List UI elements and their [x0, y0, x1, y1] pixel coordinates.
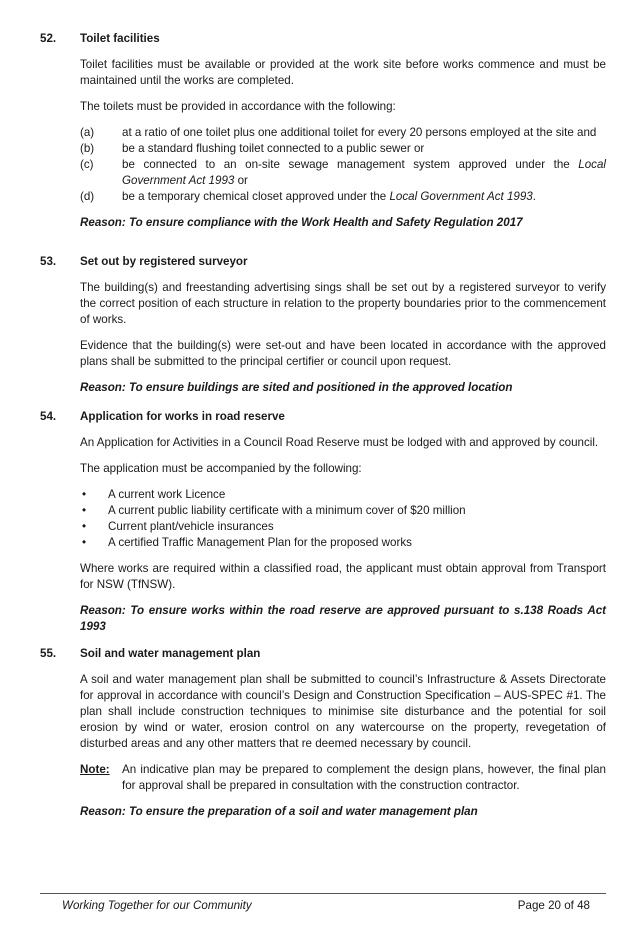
note-block — [80, 762, 606, 794]
paragraph: Where works are required within a classified road, the applicant must obtain approval from Transport for NSW (TfNSW). — [80, 562, 606, 591]
list-text: at a ratio of one toilet plus one additional toilet for every 20 persons employed at the site and — [122, 126, 597, 139]
section-title: Toilet facilities — [80, 32, 160, 45]
bullet-icon: • — [82, 520, 87, 533]
paragraph: Evidence that the building(s) were set-out and have been located in accordance with the approved plans shall be submitted to the principal certifier or council upon request. — [80, 339, 606, 368]
paragraph: The toilets must be provided in accordance with the following: — [80, 100, 396, 113]
section-53 — [40, 254, 606, 396]
bullet-icon: • — [82, 536, 87, 549]
list-text-tail: . — [532, 190, 536, 203]
list-text: be a standard flushing toilet connected to a public sewer or — [122, 142, 425, 155]
paragraph: Toilet facilities must be available or provided at the work site before works commence and must be maintained until the works are completed. — [80, 58, 606, 87]
reason-text: Reason: To ensure works within the road reserve are approved pursuant to s.138 Roads Act 1993 — [80, 604, 606, 633]
bullet-list — [80, 487, 606, 551]
reason-text: Reason: To ensure buildings are sited and positioned in the approved location — [80, 381, 513, 394]
reason-text: Reason: To ensure compliance with the Work Health and Safety Regulation 2017 — [80, 216, 523, 229]
note-text: An indicative plan may be prepared to complement the design plans, however, the final plan for approval shall be prepared in consultation with the construction contractor. — [122, 763, 606, 792]
section-heading — [40, 31, 606, 47]
list-item — [80, 157, 606, 189]
section-54 — [40, 409, 606, 635]
section-title: Application for works in road reserve — [80, 410, 285, 423]
list-item — [80, 535, 606, 551]
section-title: Soil and water management plan — [80, 647, 261, 660]
section-52 — [40, 31, 606, 231]
list-text: be a temporary chemical closet approved under the — [122, 190, 390, 203]
section-heading — [40, 254, 606, 270]
footer-divider — [40, 893, 606, 894]
paragraph: The building(s) and freestanding advertising sings shall be set out by a registered surveyor to verify the correct position of each structure in relation to the property boundaries prior to the commencement of works. — [80, 281, 606, 326]
list-text: A current public liability certificate with a minimum cover of $20 million — [108, 504, 466, 517]
list-item — [80, 487, 606, 503]
list-item — [80, 503, 606, 519]
section-heading — [40, 646, 606, 662]
reason-text: Reason: To ensure the preparation of a soil and water management plan — [80, 805, 478, 818]
list-item — [80, 519, 606, 535]
section-number: 53. — [40, 255, 57, 268]
list-text: Current plant/vehicle insurances — [108, 520, 274, 533]
bullet-icon: • — [82, 488, 87, 501]
list-label: (d) — [80, 190, 95, 203]
list-text: A certified Traffic Management Plan for the proposed works — [108, 536, 412, 549]
list-text: A current work Licence — [108, 488, 226, 501]
list-text: be connected to an on-site sewage management system approved under the — [122, 158, 579, 171]
act-name: Local Government Act 1993 — [122, 158, 606, 187]
list-label: (c) — [80, 158, 94, 171]
section-number: 52. — [40, 32, 57, 45]
list-label: (a) — [80, 126, 95, 139]
section-number: 54. — [40, 410, 57, 423]
note-label: Note: — [80, 763, 110, 776]
list-item — [80, 141, 606, 157]
list-text-tail: or — [234, 174, 248, 187]
paragraph: An Application for Activities in a Council Road Reserve must be lodged with and approved by council. — [80, 436, 599, 449]
section-number: 55. — [40, 647, 57, 660]
list-label: (b) — [80, 142, 95, 155]
section-55 — [40, 646, 606, 820]
section-title: Set out by registered surveyor — [80, 255, 248, 268]
page-footer — [62, 898, 590, 914]
footer-tagline: Working Together for our Community — [62, 899, 252, 912]
bullet-icon: • — [82, 504, 87, 517]
act-name: Local Government Act 1993 — [389, 190, 533, 203]
section-heading — [40, 409, 606, 425]
paragraph: The application must be accompanied by the following: — [80, 462, 362, 475]
list-item — [80, 125, 606, 141]
list-item — [80, 189, 606, 205]
lettered-list — [80, 125, 606, 205]
page-number: Page 20 of 48 — [517, 899, 590, 912]
paragraph: A soil and water management plan shall be submitted to council’s Infrastructure & Assets Directorate for approval in accordance with council’s Design and Construction Specification – AUS-SPEC #1. The plan shall include construction techniques to minimise site disturbance and the potential for soil erosion by wind or water, erosion control on any watercourse on the property, revegetation of disturbed areas and any other matters that re deemed necessary by council. — [80, 673, 606, 750]
